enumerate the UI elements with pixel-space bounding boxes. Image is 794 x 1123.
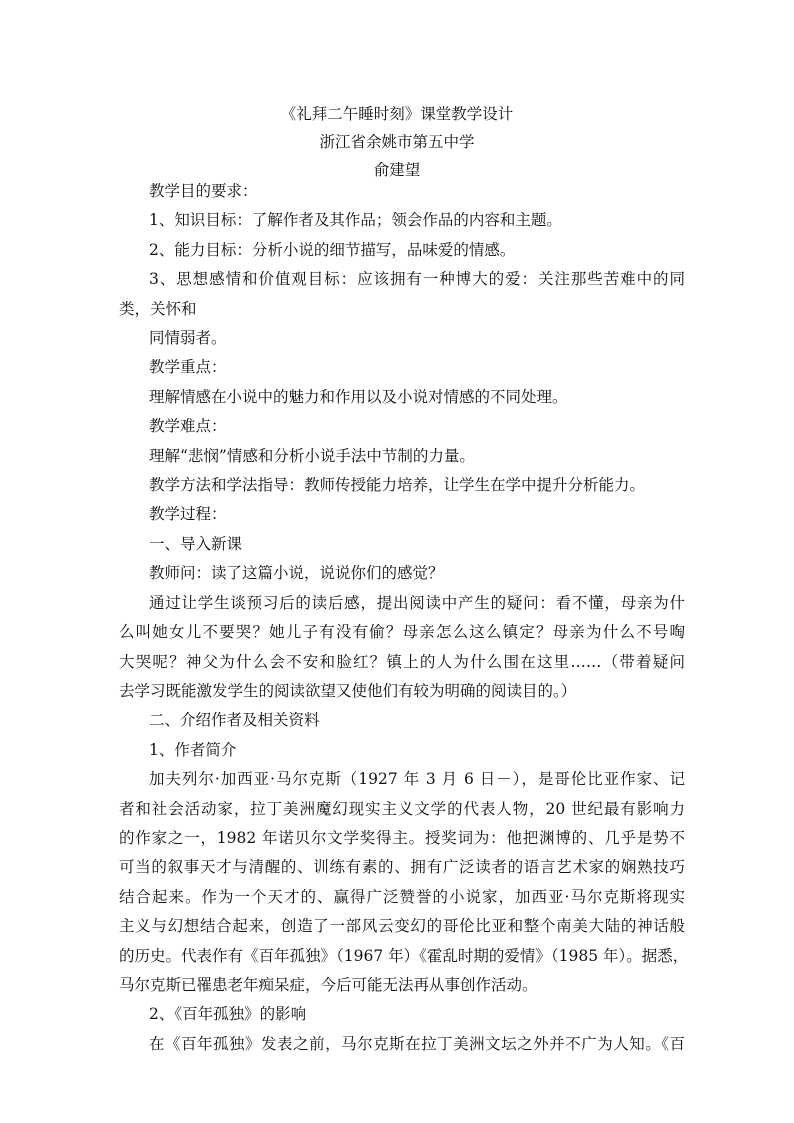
- introduction-line: 去学习既能激发学生的阅读欲望又使他们有较为明确的阅读目的。）: [119, 681, 577, 700]
- document-body: [119, 177, 689, 1059]
- author-line: 可当的叙事天才与清醒的、训练有素的、拥有广泛读者的语言艺术家的娴熟技巧: [119, 858, 685, 877]
- influence-line: 在《百年孤独》发表之前，马尔克斯在拉丁美洲文坛之外并不广为人知。《百: [149, 1034, 685, 1053]
- title-block: [0, 100, 794, 184]
- section-introduction: 一、导入新课: [149, 534, 243, 553]
- author-line: 马尔克斯已罹患老年痴呆症，今后可能无法再从事创作活动。: [119, 975, 538, 994]
- author-line: 的作家之一，1982 年诺贝尔文学奖得主。授奖词为：他把渊博的、几乎是势不: [119, 828, 685, 847]
- method-text: 教学方法和学法指导：教师传授能力培养，让学生在学中提升分析能力。: [149, 476, 646, 495]
- subsection-author-intro: 1、作者简介: [149, 740, 237, 759]
- document-title: 《礼拜二午睡时刻》课堂教学设计: [280, 105, 514, 123]
- author-line: 主义与幻想结合起来，创造了一部风云变幻的哥伦比亚和整个南美大陆的神话般: [119, 917, 685, 936]
- goals-heading: 教学目的要求：: [149, 182, 258, 200]
- author-name: 俞建望: [373, 161, 421, 179]
- key-points-text: 理解情感在小说中的魅力和作用以及小说对情感的不同处理。: [149, 387, 568, 406]
- introduction-line: 么叫她女儿不要哭？她儿子有没有偷？母亲怎么这么镇定？母亲为什么不号啕: [119, 623, 685, 642]
- goal-knowledge: 1、知识目标：了解作者及其作品；领会作品的内容和主题。: [149, 211, 562, 230]
- goal-ability: 2、能力目标：分析小说的细节描写，品味爱的情感。: [149, 240, 516, 259]
- goal-values-line: 3、思想感情和价值观目标：应该拥有一种博大的爱：关注那些苦难中的同: [149, 270, 685, 289]
- author-line: 加夫列尔·加西亚·马尔克斯（1927 年 3 月 6 日－），是哥伦比亚作家、记: [149, 770, 685, 789]
- section-author-info: 二、介绍作者及相关资料: [149, 711, 320, 730]
- school-name: 浙江省余姚市第五中学: [319, 133, 475, 151]
- author-line: 结合起来。作为一个天才的、赢得广泛赞誉的小说家，加西亚·马尔克斯将现实: [119, 887, 685, 906]
- author-line: 者和社会活动家，拉丁美洲魔幻现实主义文学的代表人物，20 世纪最有影响力: [119, 799, 685, 818]
- process-heading: 教学过程：: [149, 505, 227, 524]
- subsection-influence: 2、《百年孤独》的影响: [149, 1005, 307, 1024]
- author-paragraph: [119, 765, 689, 1000]
- key-points-heading: 教学重点：: [149, 358, 227, 377]
- author-line: 的历史。代表作有《百年孤独》（1967 年）《霍乱时期的爱情》（1985 年）。据悉，: [119, 946, 689, 965]
- introduction-paragraph: [119, 589, 685, 707]
- difficulty-heading: 教学难点：: [149, 417, 227, 436]
- difficulty-text: 理解“悲悯”情感和分析小说手法中节制的力量。: [149, 446, 475, 465]
- teacher-question: 教师问：读了这篇小说，说说你们的感觉？: [149, 564, 444, 583]
- goal-values-continued: 同情弱者。: [149, 329, 227, 348]
- introduction-line: 大哭呢？神父为什么会不安和脸红？镇上的人为什么围在这里……（带着疑问: [119, 652, 685, 671]
- influence-paragraph: [119, 1030, 685, 1059]
- introduction-line: 通过让学生谈预习后的读后感，提出阅读中产生的疑问：看不懂，母亲为什: [149, 593, 685, 612]
- goal-values: [119, 265, 685, 324]
- goal-values-line: 类，关怀和: [119, 299, 197, 318]
